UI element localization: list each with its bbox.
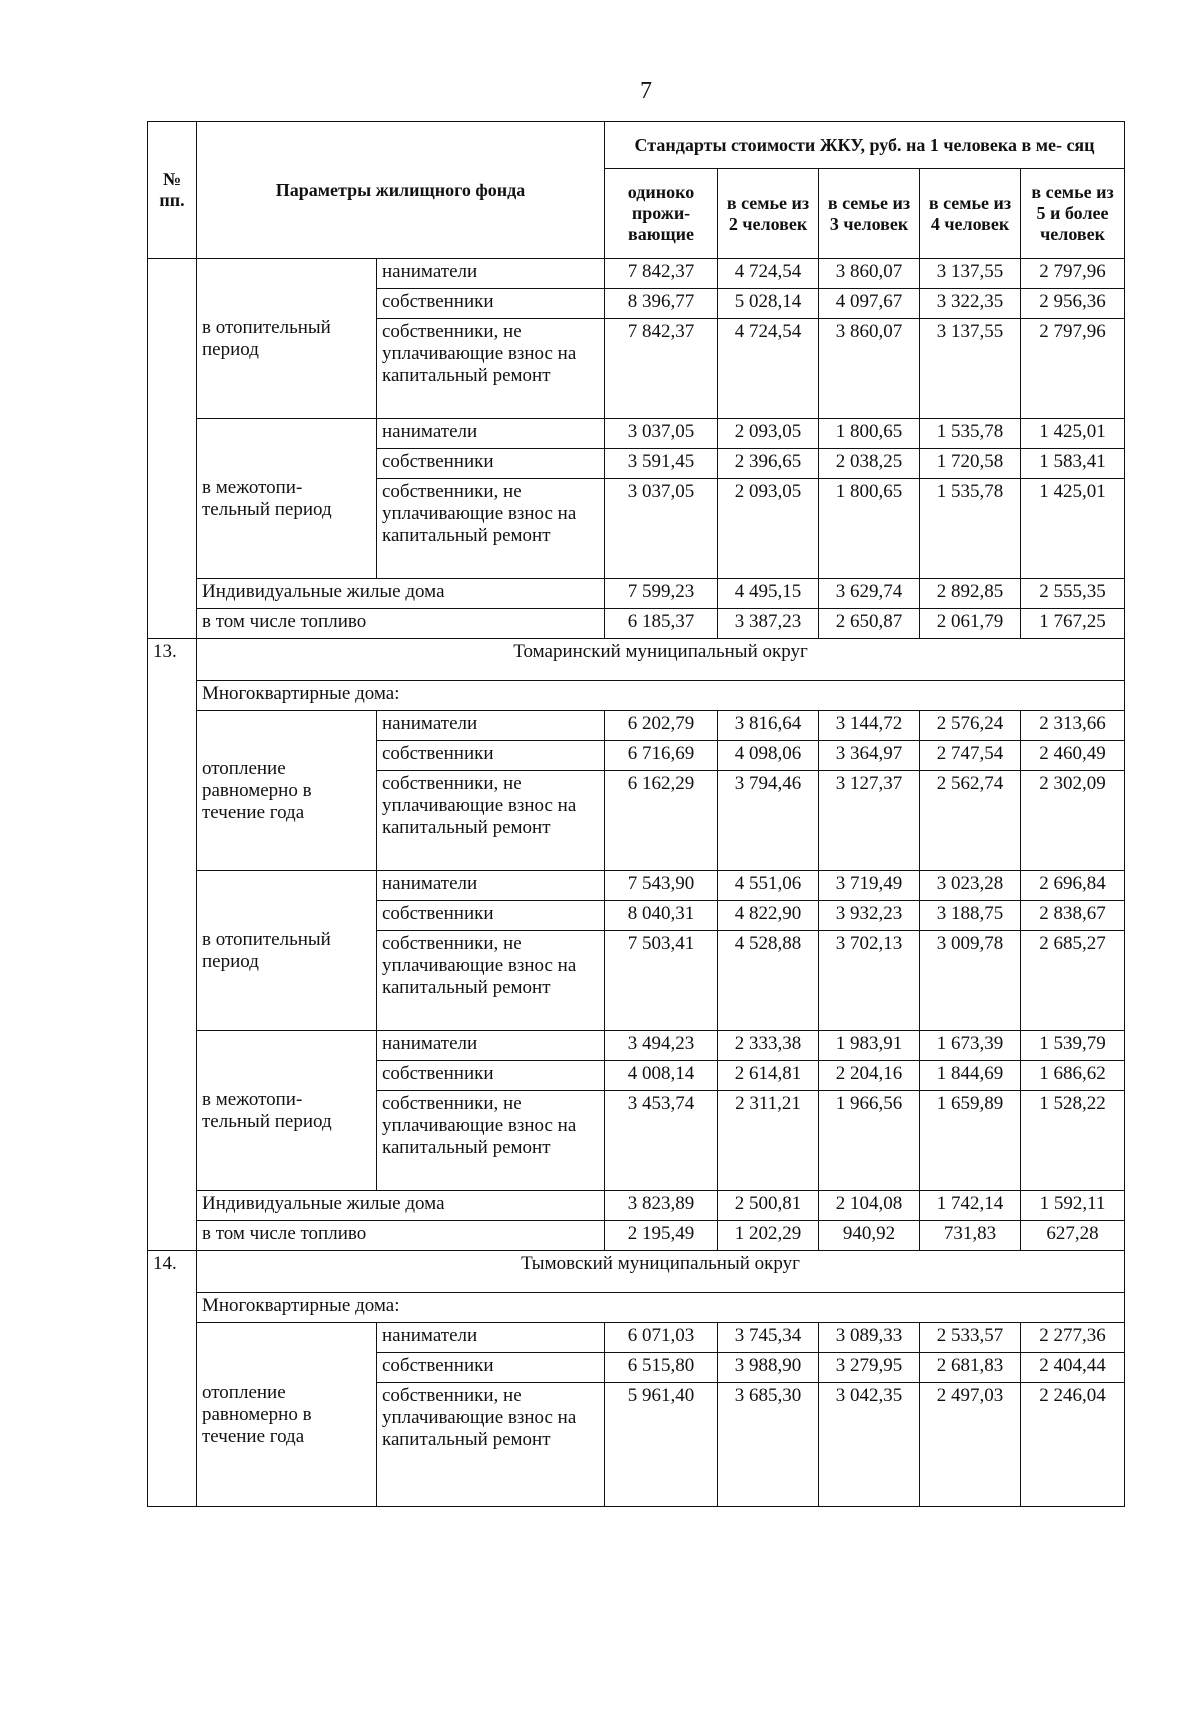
value-cell: 2 104,08 xyxy=(819,1191,920,1221)
header-row-1 xyxy=(148,122,1125,169)
value-cell: 731,83 xyxy=(920,1221,1021,1251)
value-cell: 2 797,96 xyxy=(1021,319,1125,419)
individual-houses-label: Индивидуальные жилые дома xyxy=(197,579,605,609)
incl-fuel-label: в том числе топливо xyxy=(197,1221,605,1251)
uni-tenants-row xyxy=(148,711,1125,741)
value-cell: 3 702,13 xyxy=(819,931,920,1031)
value-cell: 3 188,75 xyxy=(920,901,1021,931)
inter-tenants-row xyxy=(148,1031,1125,1061)
value-cell: 1 535,78 xyxy=(920,479,1021,579)
value-cell: 2 500,81 xyxy=(718,1191,819,1221)
apartment-buildings-label: Многоквартирные дома: xyxy=(197,681,1125,711)
row-label: собственники, не уплачивающие взнос на капитальный ремонт xyxy=(377,771,605,871)
value-cell: 4 822,90 xyxy=(718,901,819,931)
header-col-single: одиноко прожи- вающие xyxy=(605,169,718,259)
value-cell: 2 533,57 xyxy=(920,1323,1021,1353)
value-cell: 2 562,74 xyxy=(920,771,1021,871)
section13-title-row xyxy=(148,639,1125,681)
value-cell: 627,28 xyxy=(1021,1221,1125,1251)
value-cell: 2 460,49 xyxy=(1021,741,1125,771)
header-col-family5plus: в семье из 5 и более человек xyxy=(1021,169,1125,259)
value-cell: 3 144,72 xyxy=(819,711,920,741)
row-label: собственники xyxy=(377,449,605,479)
value-cell: 1 966,56 xyxy=(819,1091,920,1191)
value-cell: 8 396,77 xyxy=(605,289,718,319)
header-standards-title: Стандарты стоимости ЖКУ, руб. на 1 человека в ме- сяц xyxy=(605,122,1125,169)
value-cell: 7 503,41 xyxy=(605,931,718,1031)
heating-period-label: в отопительный период xyxy=(197,871,377,1031)
row-label: собственники xyxy=(377,901,605,931)
value-cell: 3 023,28 xyxy=(920,871,1021,901)
value-cell: 1 844,69 xyxy=(920,1061,1021,1091)
uniform-heating-label: отопление равномерно в течение года xyxy=(197,711,377,871)
value-cell: 2 838,67 xyxy=(1021,901,1125,931)
value-cell: 2 497,03 xyxy=(920,1383,1021,1507)
interheating-period-label: в межотопи- тельный период xyxy=(197,1031,377,1191)
num-cell-empty xyxy=(148,259,197,639)
value-cell: 4 097,67 xyxy=(819,289,920,319)
section14-title-row xyxy=(148,1251,1125,1293)
value-cell: 2 277,36 xyxy=(1021,1323,1125,1353)
value-cell: 7 599,23 xyxy=(605,579,718,609)
value-cell: 3 009,78 xyxy=(920,931,1021,1031)
row-label: собственники, не уплачивающие взнос на капитальный ремонт xyxy=(377,1091,605,1191)
value-cell: 2 681,83 xyxy=(920,1353,1021,1383)
incl-fuel-label: в том числе топливо xyxy=(197,609,605,639)
value-cell: 1 583,41 xyxy=(1021,449,1125,479)
value-cell: 4 098,06 xyxy=(718,741,819,771)
value-cell: 3 453,74 xyxy=(605,1091,718,1191)
value-cell: 3 988,90 xyxy=(718,1353,819,1383)
row-label: наниматели xyxy=(377,1323,605,1353)
value-cell: 8 040,31 xyxy=(605,901,718,931)
value-cell: 1 425,01 xyxy=(1021,419,1125,449)
individual-row xyxy=(148,1191,1125,1221)
value-cell: 2 204,16 xyxy=(819,1061,920,1091)
table-body xyxy=(148,122,1125,1507)
value-cell: 3 745,34 xyxy=(718,1323,819,1353)
value-cell: 2 797,96 xyxy=(1021,259,1125,289)
uniform-heating-label: отопление равномерно в течение года xyxy=(197,1323,377,1507)
value-cell: 4 551,06 xyxy=(718,871,819,901)
value-cell: 3 794,46 xyxy=(718,771,819,871)
value-cell: 2 396,65 xyxy=(718,449,819,479)
header-num: № пп. xyxy=(148,122,197,259)
value-cell: 1 592,11 xyxy=(1021,1191,1125,1221)
value-cell: 1 800,65 xyxy=(819,419,920,449)
value-cell: 2 650,87 xyxy=(819,609,920,639)
value-cell: 2 747,54 xyxy=(920,741,1021,771)
value-cell: 3 629,74 xyxy=(819,579,920,609)
section13-mkd-row xyxy=(148,681,1125,711)
value-cell: 3 387,23 xyxy=(718,609,819,639)
value-cell: 2 696,84 xyxy=(1021,871,1125,901)
value-cell: 4 528,88 xyxy=(718,931,819,1031)
value-cell: 4 724,54 xyxy=(718,319,819,419)
value-cell: 1 539,79 xyxy=(1021,1031,1125,1061)
value-cell: 7 842,37 xyxy=(605,319,718,419)
value-cell: 2 614,81 xyxy=(718,1061,819,1091)
value-cell: 1 800,65 xyxy=(819,479,920,579)
value-cell: 2 311,21 xyxy=(718,1091,819,1191)
value-cell: 5 961,40 xyxy=(605,1383,718,1507)
individual-houses-label: Индивидуальные жилые дома xyxy=(197,1191,605,1221)
value-cell: 1 742,14 xyxy=(920,1191,1021,1221)
value-cell: 1 659,89 xyxy=(920,1091,1021,1191)
value-cell: 3 823,89 xyxy=(605,1191,718,1221)
value-cell: 3 042,35 xyxy=(819,1383,920,1507)
value-cell: 2 404,44 xyxy=(1021,1353,1125,1383)
value-cell: 1 686,62 xyxy=(1021,1061,1125,1091)
row-label: наниматели xyxy=(377,871,605,901)
value-cell: 6 071,03 xyxy=(605,1323,718,1353)
heating-period-label: в отопительный период xyxy=(197,259,377,419)
value-cell: 1 528,22 xyxy=(1021,1091,1125,1191)
header-col-family3: в семье из 3 человек xyxy=(819,169,920,259)
uni-tenants-row xyxy=(148,1323,1125,1353)
value-cell: 7 842,37 xyxy=(605,259,718,289)
apartment-buildings-label: Многоквартирные дома: xyxy=(197,1293,1125,1323)
row-label: наниматели xyxy=(377,1031,605,1061)
value-cell: 3 037,05 xyxy=(605,479,718,579)
value-cell: 3 364,97 xyxy=(819,741,920,771)
value-cell: 1 983,91 xyxy=(819,1031,920,1061)
value-cell: 3 037,05 xyxy=(605,419,718,449)
value-cell: 2 246,04 xyxy=(1021,1383,1125,1507)
header-params: Параметры жилищного фонда xyxy=(197,122,605,259)
value-cell: 3 932,23 xyxy=(819,901,920,931)
value-cell: 6 202,79 xyxy=(605,711,718,741)
section14-mkd-row xyxy=(148,1293,1125,1323)
value-cell: 6 162,29 xyxy=(605,771,718,871)
value-cell: 2 956,36 xyxy=(1021,289,1125,319)
value-cell: 5 028,14 xyxy=(718,289,819,319)
value-cell: 2 061,79 xyxy=(920,609,1021,639)
value-cell: 1 535,78 xyxy=(920,419,1021,449)
section-title: Томаринский муниципальный округ xyxy=(197,639,1125,681)
value-cell: 2 685,27 xyxy=(1021,931,1125,1031)
value-cell: 3 137,55 xyxy=(920,259,1021,289)
value-cell: 1 202,29 xyxy=(718,1221,819,1251)
value-cell: 1 425,01 xyxy=(1021,479,1125,579)
value-cell: 3 322,35 xyxy=(920,289,1021,319)
value-cell: 3 494,23 xyxy=(605,1031,718,1061)
heat-tenants-row xyxy=(148,871,1125,901)
value-cell: 7 543,90 xyxy=(605,871,718,901)
value-cell: 4 495,15 xyxy=(718,579,819,609)
row-label: собственники xyxy=(377,1353,605,1383)
block-a-heat-tenants-row xyxy=(148,259,1125,289)
section-number: 14. xyxy=(148,1251,197,1507)
row-label: наниматели xyxy=(377,259,605,289)
value-cell: 1 673,39 xyxy=(920,1031,1021,1061)
row-label: собственники, не уплачивающие взнос на капитальный ремонт xyxy=(377,1383,605,1507)
value-cell: 3 591,45 xyxy=(605,449,718,479)
interheating-period-label: в межотопи- тельный период xyxy=(197,419,377,579)
header-col-family2: в семье из 2 человек xyxy=(718,169,819,259)
value-cell: 6 515,80 xyxy=(605,1353,718,1383)
block-a-inter-tenants-row xyxy=(148,419,1125,449)
row-label: наниматели xyxy=(377,419,605,449)
row-label: собственники, не уплачивающие взнос на капитальный ремонт xyxy=(377,319,605,419)
value-cell: 3 137,55 xyxy=(920,319,1021,419)
section-title: Тымовский муниципальный округ xyxy=(197,1251,1125,1293)
value-cell: 3 685,30 xyxy=(718,1383,819,1507)
value-cell: 1 767,25 xyxy=(1021,609,1125,639)
section-number: 13. xyxy=(148,639,197,1251)
value-cell: 6 716,69 xyxy=(605,741,718,771)
row-label: собственники xyxy=(377,741,605,771)
value-cell: 3 816,64 xyxy=(718,711,819,741)
value-cell: 2 093,05 xyxy=(718,479,819,579)
value-cell: 2 038,25 xyxy=(819,449,920,479)
value-cell: 3 860,07 xyxy=(819,319,920,419)
value-cell: 3 719,49 xyxy=(819,871,920,901)
value-cell: 2 333,38 xyxy=(718,1031,819,1061)
value-cell: 3 279,95 xyxy=(819,1353,920,1383)
page-number: 7 xyxy=(640,78,652,104)
value-cell: 2 576,24 xyxy=(920,711,1021,741)
row-label: наниматели xyxy=(377,711,605,741)
block-a-fuel-row xyxy=(148,609,1125,639)
value-cell: 2 093,05 xyxy=(718,419,819,449)
row-label: собственники, не уплачивающие взнос на капитальный ремонт xyxy=(377,479,605,579)
fuel-row xyxy=(148,1221,1125,1251)
value-cell: 2 195,49 xyxy=(605,1221,718,1251)
value-cell: 2 892,85 xyxy=(920,579,1021,609)
value-cell: 4 724,54 xyxy=(718,259,819,289)
row-label: собственники xyxy=(377,289,605,319)
block-a-individual-row xyxy=(148,579,1125,609)
row-label: собственники xyxy=(377,1061,605,1091)
value-cell: 2 313,66 xyxy=(1021,711,1125,741)
value-cell: 1 720,58 xyxy=(920,449,1021,479)
value-cell: 3 860,07 xyxy=(819,259,920,289)
value-cell: 2 302,09 xyxy=(1021,771,1125,871)
value-cell: 940,92 xyxy=(819,1221,920,1251)
value-cell: 3 089,33 xyxy=(819,1323,920,1353)
row-label: собственники, не уплачивающие взнос на капитальный ремонт xyxy=(377,931,605,1031)
housing-cost-standards-table xyxy=(147,121,1125,1507)
header-col-family4: в семье из 4 человек xyxy=(920,169,1021,259)
value-cell: 2 555,35 xyxy=(1021,579,1125,609)
value-cell: 4 008,14 xyxy=(605,1061,718,1091)
value-cell: 6 185,37 xyxy=(605,609,718,639)
value-cell: 3 127,37 xyxy=(819,771,920,871)
